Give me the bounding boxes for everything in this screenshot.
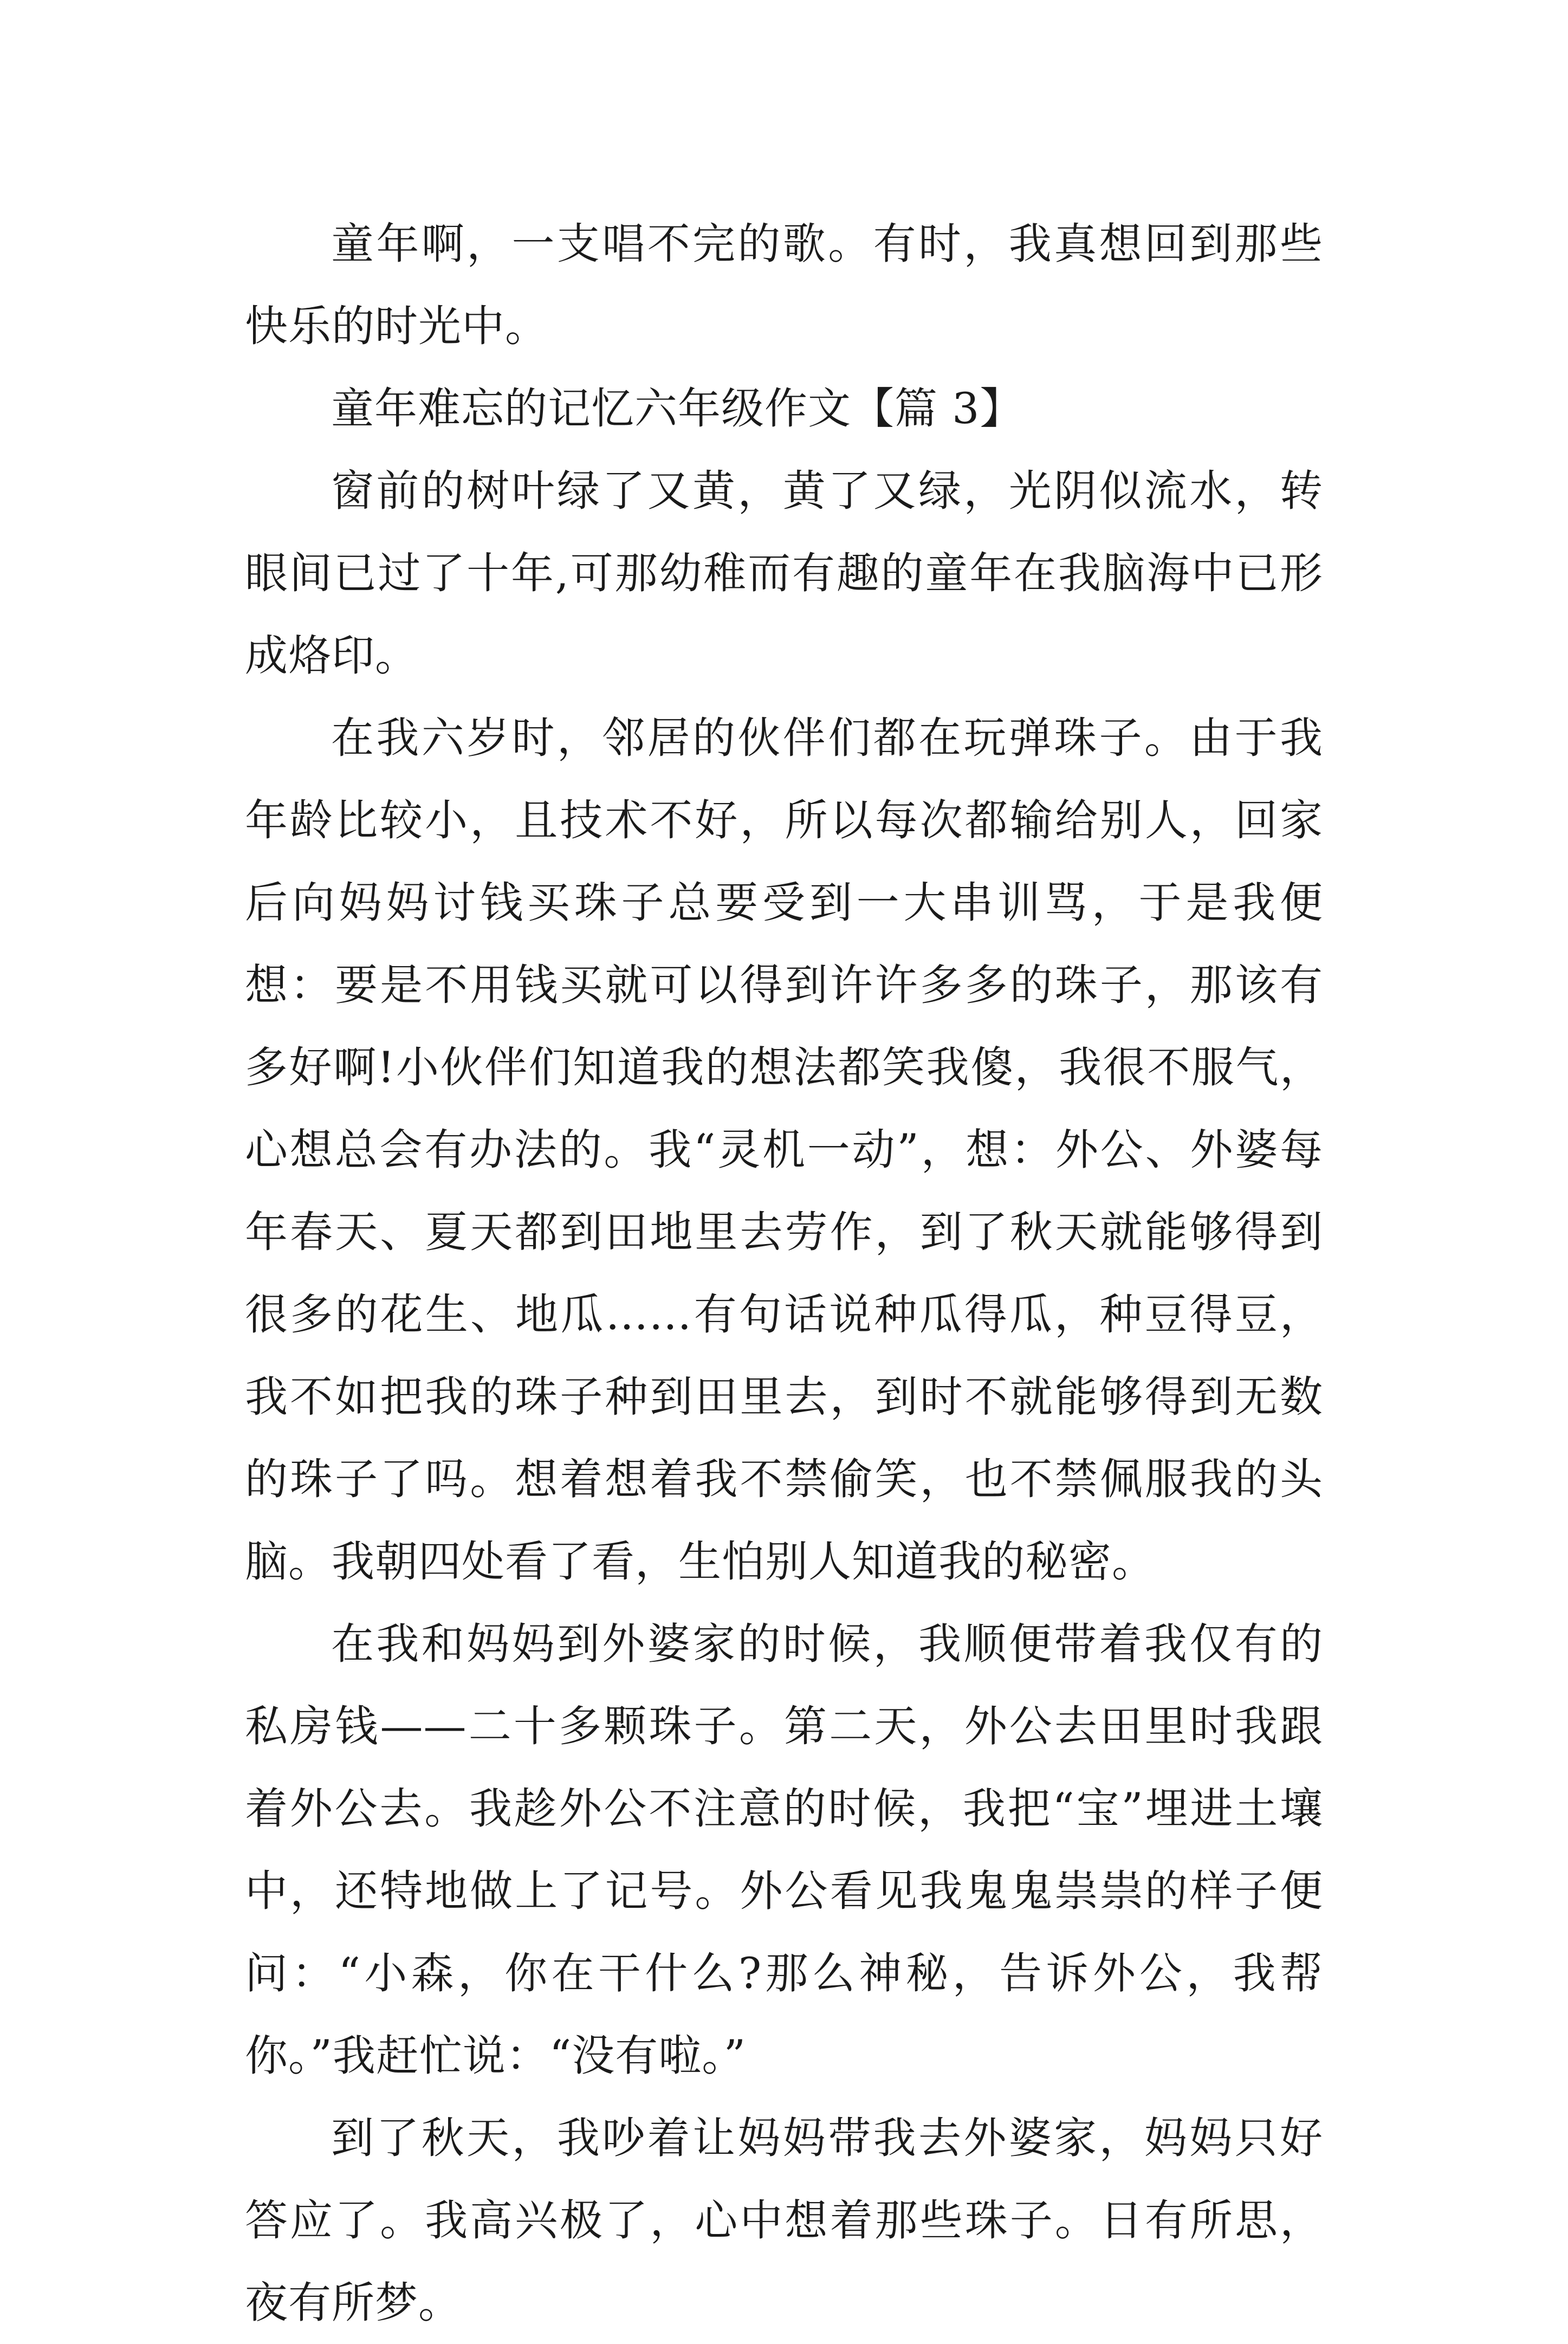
paragraph: 在我六岁时，邻居的伙伴们都在玩弹珠子。由于我年龄比较小，且技术不好，所以每次都输给别人，回家后向妈妈讨钱买珠子总要受到一大串训骂，于是我便想：要是不用钱买就可以得到许许多多的珠子，那该有多好啊!小伙伴们知道我的想法都笑我傻，我很不服气，心想总会有办法的。我“灵机一动”，想：外公、外婆每年春天、夏天都到田地里去劳作，到了秋天就能够得到很多的花生、地瓜……有句话说种瓜得瓜，种豆得豆，我不如把我的珠子种到田里去，到时不就能够得到无数的珠子了吗。想着想着我不禁偷笑，也不禁佩服我的头脑。我朝四处看了看，生怕别人知道我的秘密。 — [245, 713, 1323, 1587]
paragraph: 在我和妈妈到外婆家的时候，我顺便带着我仅有的私房钱——二十多颗珠子。第二天，外公去田里时我跟着外公去。我趁外公不注意的时候，我把“宝”埋进土壤中，还特地做上了记号。外公看见我鬼鬼祟祟的样子便问：“小森，你在干什么?那么神秘，告诉外公，我帮你。”我赶忙说：“没有啦。” — [245, 1619, 1323, 2081]
paragraph: 童年啊，一支唱不完的歌。有时，我真想回到那些快乐的时光中。 — [245, 219, 1323, 351]
paragraph: 到了秋天，我吵着让妈妈带我去外婆家，妈妈只好答应了。我高兴极了，心中想着那些珠子。日有所思，夜有所梦。 — [245, 2113, 1323, 2328]
section-heading: 童年难忘的记忆六年级作文【篇 3】 — [331, 384, 1023, 433]
paragraph: 窗前的树叶绿了又黄，黄了又绿，光阴似流水，转眼间已过了十年,可那幼稚而有趣的童年在我脑海中已形成烙印。 — [245, 466, 1323, 681]
article-body — [245, 203, 1323, 2344]
